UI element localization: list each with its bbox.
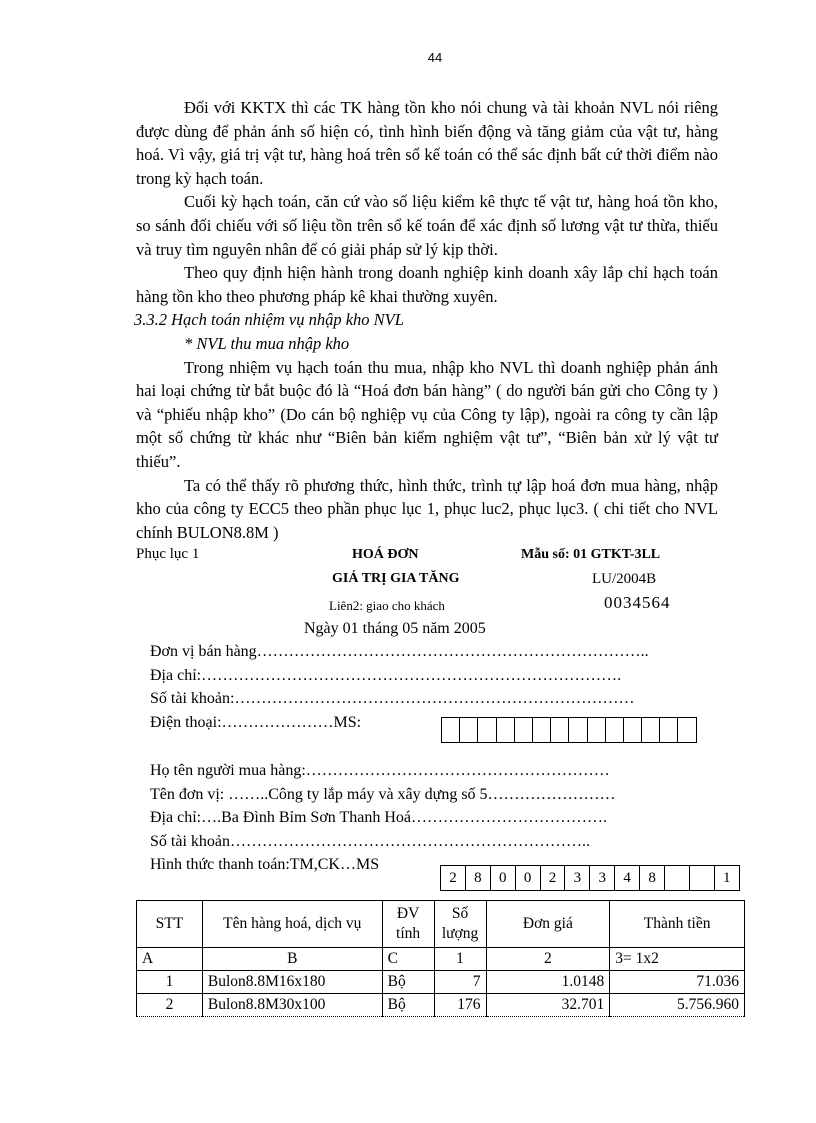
tax-code-digit: 1 [722,870,731,886]
invoice-title: HOÁ ĐƠN [352,547,419,562]
code-cell: B [202,948,382,971]
code-cell: C [382,948,434,971]
column-header: Đơn giá [486,901,610,948]
tax-code-digit [515,718,533,742]
buyer-address-field: Địa chỉ:….Ba Đình Bỉm Sơn Thanh Hoá………………………………. [150,809,608,826]
column-header: STT [137,901,203,948]
payment-method-field: Hình thức thanh toán:TM,CK…MS [150,856,380,873]
tax-code-digit [624,718,642,742]
tax-code-digit [642,718,660,742]
row-index: 2 [137,994,203,1017]
code-cell: 1 [434,948,486,971]
tax-code-digit: 2 [441,866,466,890]
tax-code-digit: 8 [640,866,665,890]
item-amount: 5.756.960 [610,994,745,1017]
tax-code-digit [442,718,460,742]
code-cell: 2 [486,948,610,971]
seller-account-field: Số tài khoản:………………………………………………………………… [150,690,635,707]
tax-code-digit [460,718,478,742]
tax-code-digit [478,718,496,742]
item-quantity: 7 [434,971,486,994]
tax-code-digit [497,718,515,742]
seller-tax-code-boxes [441,717,697,743]
item-unit-price: 32.701 [486,994,610,1017]
buyer-unit-field: Tên đơn vị: ……..Công ty lắp máy và xây dựng số 5…………………… [150,786,616,803]
section-heading: 3.3.2 Hạch toán nhiệm vụ nhập kho NVL [134,310,404,330]
column-header: Thành tiền [610,901,745,948]
invoice-copy: Liên2: giao cho khách [329,598,445,613]
table-code-row [137,948,745,971]
tax-code-digit: 8 [466,866,491,890]
paragraph: Trong nhiệm vụ hạch toán thu mua, nhập kho NVL thì doanh nghiệp phản ánh hai loại chứng từ bắt buộc đó là “Hoá đơn bán hàng” ( do người bán gửi cho Công ty ) và “phiếu nhập kho” (Do cán bộ nghiệp vụ của Công ty lập), ngoài ra công ty cần lập một số chứng từ khác như “Biên bản kiểm nghiệm vật tư”, “Biên bản xử lý vật tư thiếu”. [136,357,718,471]
item-name: Bulon8.8M30x100 [202,994,382,1017]
tax-code-digit: 0 [491,866,516,890]
invoice-header [136,546,726,638]
seller-unit-field: Đơn vị bán hàng……………………………………………………………….. [150,643,649,660]
code-cell: A [137,948,203,971]
row-index: 1 [137,971,203,994]
tax-code-digit [690,866,715,890]
tax-code-digit [569,718,587,742]
buyer-name-field: Họ tên người mua hàng:………………………………………………… [150,762,610,779]
item-quantity: 176 [434,994,486,1017]
table-header-row [137,901,745,948]
tax-code-digit: 4 [615,866,640,890]
item-amount: 71.036 [610,971,745,994]
code-cell: 3= 1x2 [610,948,745,971]
paragraph: Cuối kỳ hạch toán, căn cứ vào số liệu kiểm kê thực tế vật tư, hàng hoá tồn kho, so sánh đối chiếu với số liệu tồn trên sổ kế toán để xác định số lương vật tư thừa, thiếu và truy tìm nguyên nhân để có giải pháp sử lý kịp thời. [136,192,718,259]
seller-phone-field: Điện thoại:…………………MS: [150,714,362,731]
tax-code-digit: 2 [541,866,566,890]
invoice-serial: 0034564 [604,593,671,612]
tax-code-digit [533,718,551,742]
tax-code-digit [678,718,695,742]
tax-code-digit [551,718,569,742]
seller-address-field: Địa chỉ:……………………………………………………………………. [150,667,622,684]
tax-code-digit: 3 [590,866,615,890]
invoice-date: Ngày 01 tháng 05 năm 2005 [304,620,486,637]
table-row [137,994,745,1017]
buyer-account-field: Số tài khoản………………………………………………………….. [150,833,590,850]
column-header: ĐV tính [382,901,434,948]
column-header: Số lượng [434,901,486,948]
paragraph: Ta có thể thấy rõ phương thức, hình thức, trình tự lập hoá đơn mua hàng, nhập kho của công ty ECC5 theo phần phục lục 1, phục luc2, phục lục3. ( chi tiết cho NVL chính BULON8.8M ) [136,475,718,542]
invoice-items-table [136,900,745,1017]
item-unit: Bộ [382,994,434,1017]
table-row [137,971,745,994]
page-number: 44 [427,50,443,65]
tax-code-digit: 3 [565,866,590,890]
paragraph: Theo quy định hiện hành trong doanh nghiệp kinh doanh xây lắp chỉ hạch toán hàng tồn kho theo phương pháp kê khai thường xuyên. [136,263,718,306]
tax-code-digit [606,718,624,742]
body-text [136,96,718,544]
item-name: Bulon8.8M16x180 [202,971,382,994]
paragraph: Đối với KKTX thì các TK hàng tồn kho nói chung và tài khoản NVL nói riêng được dùng để phản ánh số hiện có, tình hình biến động và tăng giảm của vật tư, hàng hoá. Vì vậy, giá trị vật tư, hàng hoá trên sổ kế toán có thể sác định bất cứ thời điểm nào trong kỳ hạch toán. [136,98,718,188]
buyer-tax-code-boxes [440,865,740,891]
subheading: * NVL thu mua nhập kho [184,333,350,353]
item-unit: Bộ [382,971,434,994]
invoice-subtitle: GIÁ TRỊ GIA TĂNG [332,571,460,586]
invoice-series: LU/2004B [592,571,657,587]
tax-code-digit: 0 [516,866,541,890]
appendix-label: Phục lục 1 [136,546,200,562]
column-header: Tên hàng hoá, dịch vụ [202,901,382,948]
form-number: Mẫu số: 01 GTKT-3LL [521,547,661,562]
item-unit-price: 1.0148 [486,971,610,994]
tax-code-digit [665,866,690,890]
tax-code-digit [588,718,606,742]
tax-code-digit [660,718,678,742]
